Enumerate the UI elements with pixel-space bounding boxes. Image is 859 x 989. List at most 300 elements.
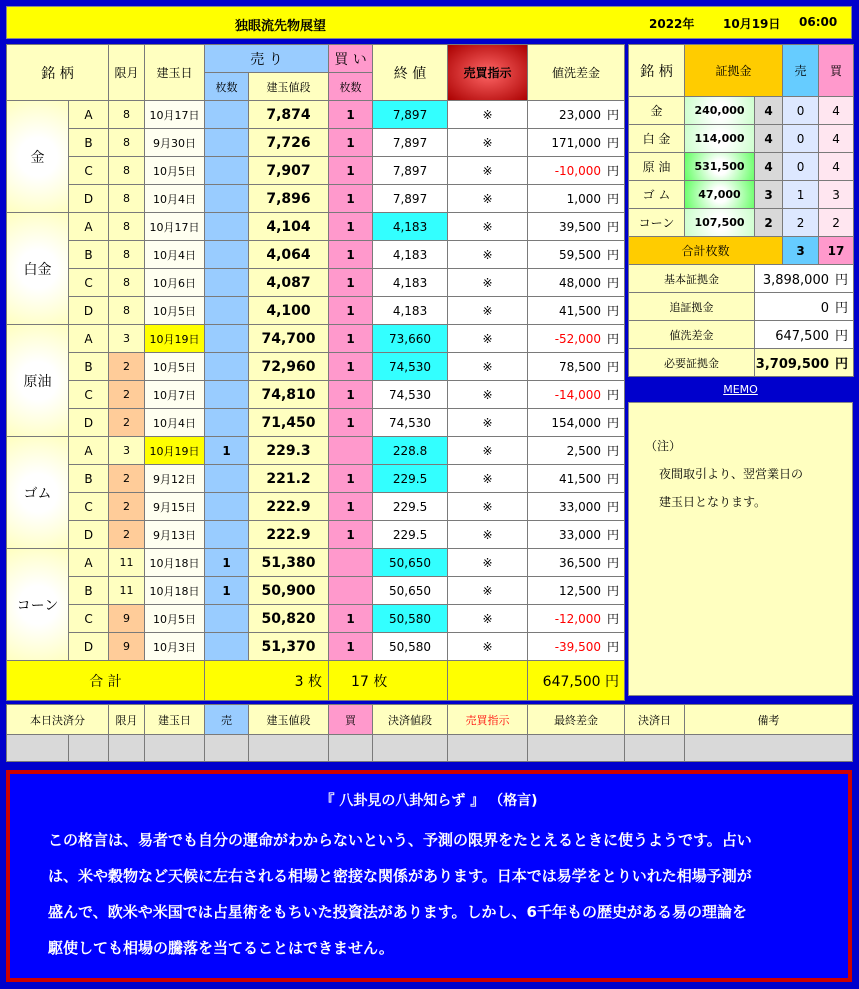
settle-header-instruction: 売買指示 xyxy=(448,705,528,735)
row-buy-qty: 1 xyxy=(329,633,373,661)
row-close: 50,580 xyxy=(373,605,448,633)
position-row xyxy=(7,605,625,633)
row-open-price: 7,874 xyxy=(249,101,329,129)
row-id: D xyxy=(69,409,109,437)
margin-total-label: 合計枚数 xyxy=(629,237,783,265)
instruction-button[interactable]: 売買指示 xyxy=(448,45,528,101)
row-diff-value: -12,000 xyxy=(554,612,602,626)
margin-units: 4 xyxy=(755,153,783,181)
settle-cell xyxy=(528,735,625,762)
summary-value xyxy=(755,293,854,321)
position-row xyxy=(7,633,625,661)
row-open-date: 10月3日 xyxy=(145,633,205,661)
margin-sell: 0 xyxy=(783,153,819,181)
total-spacer xyxy=(448,661,528,701)
row-mark: ※ xyxy=(448,129,528,157)
settle-header-settle-date: 決済日 xyxy=(625,705,685,735)
commodity-name: コーン xyxy=(7,549,69,661)
margin-body xyxy=(629,97,854,237)
total-sell xyxy=(205,661,329,701)
row-mark: ※ xyxy=(448,325,528,353)
row-close: 4,183 xyxy=(373,241,448,269)
row-close: 7,897 xyxy=(373,157,448,185)
margin-amount: 107,500 xyxy=(685,209,755,237)
summary-value xyxy=(755,349,854,377)
row-buy-qty: 1 xyxy=(329,129,373,157)
settle-cell xyxy=(109,735,145,762)
row-buy-qty: 1 xyxy=(329,297,373,325)
row-close: 73,660 xyxy=(373,325,448,353)
row-diff xyxy=(528,633,625,661)
summary-amount: 647,500 xyxy=(775,329,829,344)
margin-summary xyxy=(629,265,854,377)
row-diff xyxy=(528,241,625,269)
row-sell-qty xyxy=(205,465,249,493)
row-open-price: 221.2 xyxy=(249,465,329,493)
row-diff-unit: 円 xyxy=(607,136,620,150)
row-open-price: 4,064 xyxy=(249,241,329,269)
row-diff xyxy=(528,213,625,241)
row-buy-qty: 1 xyxy=(329,325,373,353)
row-open-date: 10月18日 xyxy=(145,549,205,577)
row-sell-qty xyxy=(205,633,249,661)
position-row xyxy=(7,549,625,577)
margin-total-buy: 17 xyxy=(819,237,854,265)
row-sell-qty xyxy=(205,353,249,381)
margin-brand: 金 xyxy=(629,97,685,125)
position-row xyxy=(7,493,625,521)
row-close: 4,183 xyxy=(373,213,448,241)
row-diff-value: 48,000 xyxy=(559,276,602,290)
row-sell-qty xyxy=(205,381,249,409)
margin-amount: 114,000 xyxy=(685,125,755,153)
row-close: 7,897 xyxy=(373,129,448,157)
margin-row xyxy=(629,97,854,125)
margin-buy: 2 xyxy=(819,209,854,237)
row-close: 74,530 xyxy=(373,409,448,437)
row-mark: ※ xyxy=(448,633,528,661)
row-sell-qty: 1 xyxy=(205,549,249,577)
row-open-price: 71,450 xyxy=(249,409,329,437)
row-id: A xyxy=(69,437,109,465)
row-sell-qty xyxy=(205,325,249,353)
row-buy-qty xyxy=(329,549,373,577)
row-open-price: 222.9 xyxy=(249,493,329,521)
total-buy xyxy=(329,661,448,701)
row-open-date: 10月4日 xyxy=(145,409,205,437)
row-mark: ※ xyxy=(448,101,528,129)
commodity-name: 金 xyxy=(7,101,69,213)
title-bar xyxy=(6,6,852,39)
row-open-date: 9月12日 xyxy=(145,465,205,493)
row-open-price: 4,100 xyxy=(249,297,329,325)
row-diff xyxy=(528,325,625,353)
row-open-price: 7,907 xyxy=(249,157,329,185)
header-buy-qty: 枚数 xyxy=(329,73,373,101)
settle-header-settle-price: 決済値段 xyxy=(373,705,448,735)
row-open-price: 50,900 xyxy=(249,577,329,605)
summary-value xyxy=(755,265,854,293)
memo-line-1: （注） xyxy=(645,439,682,453)
row-open-date: 9月30日 xyxy=(145,129,205,157)
position-row xyxy=(7,325,625,353)
row-close: 7,897 xyxy=(373,185,448,213)
row-sell-qty xyxy=(205,297,249,325)
commodity-name: ゴム xyxy=(7,437,69,549)
margin-buy: 4 xyxy=(819,153,854,181)
settle-cell xyxy=(329,735,373,762)
row-mark: ※ xyxy=(448,353,528,381)
row-mark: ※ xyxy=(448,521,528,549)
row-month: 2 xyxy=(109,409,145,437)
row-diff-unit: 円 xyxy=(607,192,620,206)
row-open-price: 72,960 xyxy=(249,353,329,381)
row-diff xyxy=(528,493,625,521)
row-id: C xyxy=(69,381,109,409)
margin-amount: 531,500 xyxy=(685,153,755,181)
row-close: 50,580 xyxy=(373,633,448,661)
row-mark: ※ xyxy=(448,465,528,493)
row-month: 8 xyxy=(109,157,145,185)
row-sell-qty xyxy=(205,129,249,157)
settle-header-final-diff: 最終差金 xyxy=(528,705,625,735)
memo-box xyxy=(628,402,853,696)
row-mark: ※ xyxy=(448,381,528,409)
margin-row xyxy=(629,209,854,237)
row-month: 3 xyxy=(109,437,145,465)
row-month: 8 xyxy=(109,297,145,325)
row-sell-qty xyxy=(205,185,249,213)
summary-label: 追証拠金 xyxy=(629,293,755,321)
summary-value xyxy=(755,321,854,349)
header-open-price: 建玉値段 xyxy=(249,73,329,101)
positions-body xyxy=(7,101,625,661)
header-month: 限月 xyxy=(109,45,145,101)
position-row xyxy=(7,269,625,297)
row-diff xyxy=(528,465,625,493)
position-row xyxy=(7,213,625,241)
row-mark: ※ xyxy=(448,493,528,521)
settle-cell xyxy=(205,735,249,762)
row-diff-unit: 円 xyxy=(607,164,620,178)
row-diff-value: 36,500 xyxy=(559,556,602,570)
margin-brand: コーン xyxy=(629,209,685,237)
row-month: 2 xyxy=(109,521,145,549)
row-diff-unit: 円 xyxy=(607,276,620,290)
row-diff-value: -10,000 xyxy=(554,164,602,178)
settle-header-open-date: 建玉日 xyxy=(145,705,205,735)
margin-sell: 0 xyxy=(783,125,819,153)
position-row xyxy=(7,577,625,605)
row-mark: ※ xyxy=(448,297,528,325)
row-id: D xyxy=(69,521,109,549)
row-close: 4,183 xyxy=(373,269,448,297)
header-date: 10月19日 xyxy=(723,17,781,31)
summary-unit: 円 xyxy=(835,329,849,344)
margin-table xyxy=(628,44,854,377)
position-row xyxy=(7,353,625,381)
row-id: C xyxy=(69,157,109,185)
margin-row xyxy=(629,125,854,153)
row-month: 8 xyxy=(109,101,145,129)
settle-header-month: 限月 xyxy=(109,705,145,735)
row-diff-value: -52,000 xyxy=(554,332,602,346)
summary-unit: 円 xyxy=(835,273,849,288)
row-sell-qty xyxy=(205,409,249,437)
proverb-box xyxy=(6,770,852,982)
row-mark: ※ xyxy=(448,213,528,241)
row-buy-qty: 1 xyxy=(329,157,373,185)
row-buy-qty xyxy=(329,577,373,605)
row-open-price: 229.3 xyxy=(249,437,329,465)
margin-amount: 47,000 xyxy=(685,181,755,209)
total-diff-unit: 円 xyxy=(605,673,620,690)
row-id: A xyxy=(69,325,109,353)
row-diff-unit: 円 xyxy=(607,388,620,402)
row-close: 74,530 xyxy=(373,353,448,381)
row-open-date: 10月5日 xyxy=(145,353,205,381)
margin-header-margin: 証拠金 xyxy=(685,45,783,97)
margin-units: 3 xyxy=(755,181,783,209)
row-diff-unit: 円 xyxy=(607,304,620,318)
summary-amount: 3,709,500 xyxy=(755,357,829,372)
proverb-line-2: は、米や穀物など天候に左右される相場と密接な関係があります。日本では易学をとりいれた相場予測が xyxy=(48,867,752,885)
row-sell-qty xyxy=(205,241,249,269)
row-diff xyxy=(528,409,625,437)
margin-total-sell: 3 xyxy=(783,237,819,265)
row-diff-unit: 円 xyxy=(607,444,620,458)
row-month: 2 xyxy=(109,381,145,409)
row-diff xyxy=(528,549,625,577)
row-id: B xyxy=(69,241,109,269)
positions-panel xyxy=(6,44,624,696)
memo-line-2: 夜間取引より、翌営業日の xyxy=(659,467,804,481)
margin-brand: ゴ ム xyxy=(629,181,685,209)
summary-amount: 3,898,000 xyxy=(762,273,829,288)
page-title: 独眼流先物展望 xyxy=(235,19,327,34)
row-open-date: 9月13日 xyxy=(145,521,205,549)
row-open-date: 10月19日 xyxy=(145,325,205,353)
row-close: 50,650 xyxy=(373,577,448,605)
row-open-date: 10月6日 xyxy=(145,269,205,297)
header-year: 2022年 xyxy=(649,17,695,31)
row-diff-value: 39,500 xyxy=(559,220,602,234)
row-diff-unit: 円 xyxy=(607,584,620,598)
row-diff-unit: 円 xyxy=(607,220,620,234)
position-row xyxy=(7,297,625,325)
row-diff xyxy=(528,297,625,325)
margin-sell: 2 xyxy=(783,209,819,237)
row-diff-unit: 円 xyxy=(607,248,620,262)
margin-sell: 1 xyxy=(783,181,819,209)
row-open-date: 10月18日 xyxy=(145,577,205,605)
proverb-line-1: この格言は、易者でも自分の運命がわからないという、予測の限界をたとえるときに使うようです。占い xyxy=(48,831,752,849)
row-id: C xyxy=(69,269,109,297)
total-sell-unit: 枚 xyxy=(308,673,323,690)
row-month: 8 xyxy=(109,269,145,297)
row-sell-qty xyxy=(205,269,249,297)
margin-row xyxy=(629,153,854,181)
row-sell-qty xyxy=(205,521,249,549)
row-open-price: 7,726 xyxy=(249,129,329,157)
row-month: 11 xyxy=(109,549,145,577)
margin-summary-row xyxy=(629,293,854,321)
row-diff-value: 171,000 xyxy=(551,136,602,150)
summary-amount: 0 xyxy=(820,301,829,316)
row-open-date: 10月19日 xyxy=(145,437,205,465)
row-diff xyxy=(528,353,625,381)
memo-link[interactable]: MEMO xyxy=(628,380,853,400)
row-diff-value: 154,000 xyxy=(551,416,602,430)
header-buy: 買 い xyxy=(329,45,373,73)
row-sell-qty: 1 xyxy=(205,437,249,465)
header-open-date: 建玉日 xyxy=(145,45,205,101)
settle-cell xyxy=(145,735,205,762)
row-sell-qty xyxy=(205,157,249,185)
settlement-table xyxy=(6,704,853,762)
row-diff-unit: 円 xyxy=(607,528,620,542)
row-open-date: 10月4日 xyxy=(145,185,205,213)
row-close: 229.5 xyxy=(373,493,448,521)
row-buy-qty: 1 xyxy=(329,493,373,521)
row-open-price: 50,820 xyxy=(249,605,329,633)
row-mark: ※ xyxy=(448,409,528,437)
row-buy-qty: 1 xyxy=(329,213,373,241)
position-row xyxy=(7,409,625,437)
row-open-price: 4,087 xyxy=(249,269,329,297)
row-mark: ※ xyxy=(448,157,528,185)
margin-header-buy: 買 xyxy=(819,45,854,97)
row-month: 9 xyxy=(109,633,145,661)
row-open-price: 4,104 xyxy=(249,213,329,241)
row-mark: ※ xyxy=(448,241,528,269)
row-diff-unit: 円 xyxy=(607,108,620,122)
row-month: 3 xyxy=(109,325,145,353)
row-buy-qty: 1 xyxy=(329,605,373,633)
position-row xyxy=(7,129,625,157)
row-diff xyxy=(528,605,625,633)
row-open-date: 10月5日 xyxy=(145,297,205,325)
row-diff-unit: 円 xyxy=(607,500,620,514)
row-id: D xyxy=(69,297,109,325)
row-diff-value: -14,000 xyxy=(554,388,602,402)
row-sell-qty: 1 xyxy=(205,577,249,605)
row-month: 11 xyxy=(109,577,145,605)
row-diff-unit: 円 xyxy=(607,640,620,654)
settle-header-open-price: 建玉値段 xyxy=(249,705,329,735)
row-diff-value: 23,000 xyxy=(559,108,602,122)
position-row xyxy=(7,521,625,549)
row-id: A xyxy=(69,549,109,577)
row-open-date: 10月5日 xyxy=(145,605,205,633)
position-row xyxy=(7,185,625,213)
proverb-line-4: 駆使しても相場の騰落を当てることはできません。 xyxy=(48,939,394,957)
row-buy-qty: 1 xyxy=(329,409,373,437)
row-sell-qty xyxy=(205,101,249,129)
row-diff-value: 33,000 xyxy=(559,500,602,514)
proverb-line-3: 盛んで、欧米や米国では占星術をもちいた投資法があります。しかし、6千年もの歴史がある易の理論を xyxy=(48,903,747,921)
row-diff-unit: 円 xyxy=(607,332,620,346)
row-buy-qty: 1 xyxy=(329,521,373,549)
margin-buy: 4 xyxy=(819,97,854,125)
margin-row xyxy=(629,181,854,209)
row-open-price: 51,380 xyxy=(249,549,329,577)
row-month: 9 xyxy=(109,605,145,633)
row-diff-value: 12,500 xyxy=(559,584,602,598)
row-month: 2 xyxy=(109,465,145,493)
header-diff: 値洗差金 xyxy=(528,45,625,101)
row-mark: ※ xyxy=(448,185,528,213)
row-month: 2 xyxy=(109,353,145,381)
row-diff xyxy=(528,101,625,129)
position-row xyxy=(7,157,625,185)
memo-line-3: 建玉日となります。 xyxy=(659,495,767,509)
margin-summary-row xyxy=(629,349,854,377)
row-month: 2 xyxy=(109,493,145,521)
settle-cell xyxy=(373,735,448,762)
row-diff-unit: 円 xyxy=(607,472,620,486)
proverb-body xyxy=(10,810,848,966)
row-buy-qty: 1 xyxy=(329,269,373,297)
row-month: 8 xyxy=(109,213,145,241)
margin-buy: 3 xyxy=(819,181,854,209)
settle-cell xyxy=(249,735,329,762)
row-diff-value: 78,500 xyxy=(559,360,602,374)
row-mark: ※ xyxy=(448,577,528,605)
summary-label: 値洗差金 xyxy=(629,321,755,349)
row-diff xyxy=(528,185,625,213)
total-buy-unit: 枚 xyxy=(373,673,388,690)
row-id: A xyxy=(69,213,109,241)
row-open-date: 10月4日 xyxy=(145,241,205,269)
row-close: 229.5 xyxy=(373,465,448,493)
row-diff-value: -39,500 xyxy=(554,640,602,654)
total-sell-qty: 3 xyxy=(294,673,304,690)
row-diff xyxy=(528,129,625,157)
row-month: 8 xyxy=(109,185,145,213)
row-diff xyxy=(528,269,625,297)
row-diff-unit: 円 xyxy=(607,416,620,430)
total-label: 合 計 xyxy=(7,661,205,701)
row-open-price: 51,370 xyxy=(249,633,329,661)
row-open-date: 10月5日 xyxy=(145,157,205,185)
row-open-price: 7,896 xyxy=(249,185,329,213)
row-diff-value: 59,500 xyxy=(559,248,602,262)
margin-brand: 白 金 xyxy=(629,125,685,153)
row-diff-unit: 円 xyxy=(607,556,620,570)
row-diff-value: 33,000 xyxy=(559,528,602,542)
header-sell-qty: 枚数 xyxy=(205,73,249,101)
summary-label: 基本証拠金 xyxy=(629,265,755,293)
row-close: 229.5 xyxy=(373,521,448,549)
row-buy-qty: 1 xyxy=(329,185,373,213)
row-mark: ※ xyxy=(448,549,528,577)
row-id: D xyxy=(69,633,109,661)
row-close: 4,183 xyxy=(373,297,448,325)
settle-header-remarks: 備考 xyxy=(685,705,853,735)
header-brand: 銘 柄 xyxy=(7,45,109,101)
row-mark: ※ xyxy=(448,605,528,633)
total-buy-qty: 17 xyxy=(351,673,369,690)
row-diff-unit: 円 xyxy=(607,612,620,626)
margin-header-brand: 銘 柄 xyxy=(629,45,685,97)
row-id: B xyxy=(69,129,109,157)
margin-units: 4 xyxy=(755,125,783,153)
row-id: B xyxy=(69,465,109,493)
proverb-title: 『 八卦見の八卦知らず 』 （格言) xyxy=(320,793,538,809)
row-close: 74,530 xyxy=(373,381,448,409)
position-row xyxy=(7,465,625,493)
